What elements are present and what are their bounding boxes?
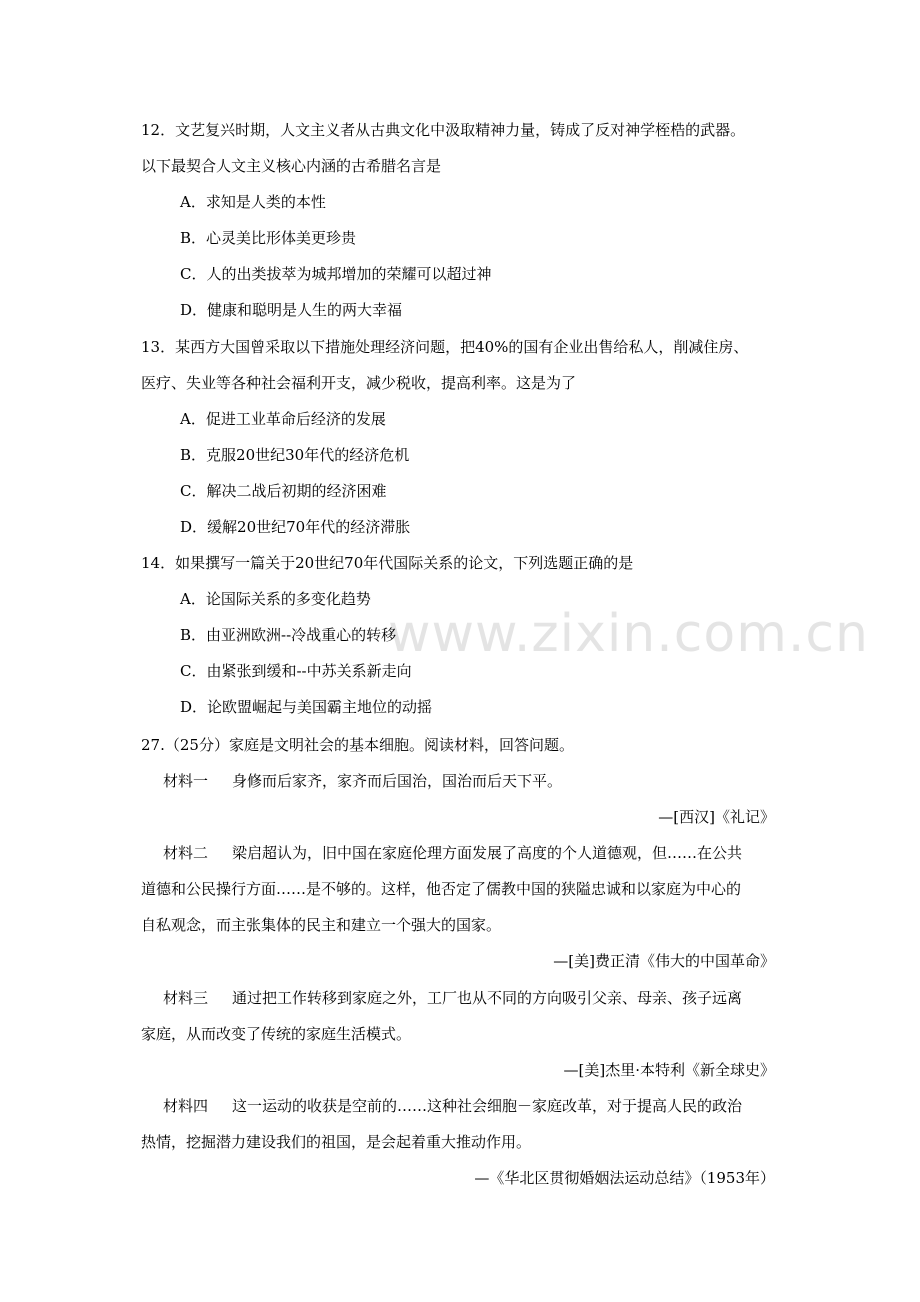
- material-1-text: 身修而后家齐，家齐而后国治，国治而后天下平。: [232, 772, 563, 790]
- q12-stem-line2: 以下最契合人文主义核心内涵的古希腊名言是: [141, 157, 442, 175]
- material-3-text-line1: 通过把工作转移到家庭之外，工厂也从不同的方向吸引父亲、母亲、孩子远离: [232, 989, 743, 1007]
- q13-stem-line1: 13．某西方大国曾采取以下措施处理经济问题，把40%的国有企业出售给私人，削减住房、: [141, 338, 749, 356]
- material-4-source: —《华北区贯彻婚姻法运动总结》（1953年）: [474, 1169, 775, 1187]
- q12-option-d: D．健康和聪明是人生的两大幸福: [180, 301, 403, 319]
- watermark: www.zixin.com.cn: [388, 604, 869, 664]
- q13-option-c: C．解决二战后初期的经济困难: [180, 482, 387, 500]
- material-2-line2: 道德和公民操行方面……是不够的。这样，他否定了儒教中国的狭隘忠诚和以家庭为中心的: [141, 880, 742, 898]
- q13-option-a: A．促进工业革命后经济的发展: [180, 410, 386, 428]
- material-2-line1: [163, 843, 742, 863]
- material-4-line1: [163, 1096, 742, 1116]
- material-3-label: 材料三: [163, 989, 209, 1007]
- material-4-label: 材料四: [163, 1097, 209, 1115]
- q13-stem-line2: 医疗、失业等各种社会福利开支，减少税收，提高利率。这是为了: [141, 374, 577, 392]
- material-4-text-line1: 这一运动的收获是空前的……这种社会细胞－家庭改革，对于提高人民的政治: [232, 1097, 743, 1115]
- material-1-source: —[西汉]《礼记》: [658, 808, 775, 826]
- material-3-line2: 家庭，从而改变了传统的家庭生活模式。: [141, 1025, 412, 1043]
- material-3-source: —[美]杰里·本特利《新全球史》: [563, 1061, 775, 1079]
- q13-option-d: D．缓解20世纪70年代的经济滞胀: [180, 518, 411, 536]
- material-1-label: 材料一: [163, 772, 209, 790]
- material-2-line3: 自私观念，而主张集体的民主和建立一个强大的国家。: [141, 916, 502, 934]
- q14-option-d: D．论欧盟崛起与美国霸主地位的动摇: [180, 698, 433, 716]
- q14-option-c: C．由紧张到缓和--中苏关系新走向: [180, 662, 412, 680]
- material-2-text-line1: 梁启超认为，旧中国在家庭伦理方面发展了高度的个人道德观，但……在公共: [232, 844, 743, 862]
- material-1: [163, 771, 562, 791]
- material-2-source: —[美]费正清《伟大的中国革命》: [553, 952, 775, 970]
- material-2-label: 材料二: [163, 844, 209, 862]
- q12-option-c: C．人的出类拔萃为城邦增加的荣耀可以超过神: [180, 265, 492, 283]
- q12-option-b: B．心灵美比形体美更珍贵: [180, 229, 357, 247]
- q13-option-b: B．克服20世纪30年代的经济危机: [180, 446, 410, 464]
- q27-intro: 27.（25分）家庭是文明社会的基本细胞。阅读材料，回答问题。: [141, 736, 574, 754]
- q12-stem-line1: 12．文艺复兴时期，人文主义者从古典文化中汲取精神力量，铸成了反对神学桎梏的武器。: [141, 121, 746, 139]
- q12-option-a: A．求知是人类的本性: [180, 193, 326, 211]
- q14-stem: 14．如果撰写一篇关于20世纪70年代国际关系的论文，下列选题正确的是: [141, 554, 634, 572]
- q14-option-b: B．由亚洲欧洲--冷战重心的转移: [180, 626, 397, 644]
- material-4-line2: 热情，挖掘潜力建设我们的祖国，是会起着重大推动作用。: [141, 1133, 532, 1151]
- material-3-line1: [163, 988, 742, 1008]
- q14-option-a: A．论国际关系的多变化趋势: [180, 590, 371, 608]
